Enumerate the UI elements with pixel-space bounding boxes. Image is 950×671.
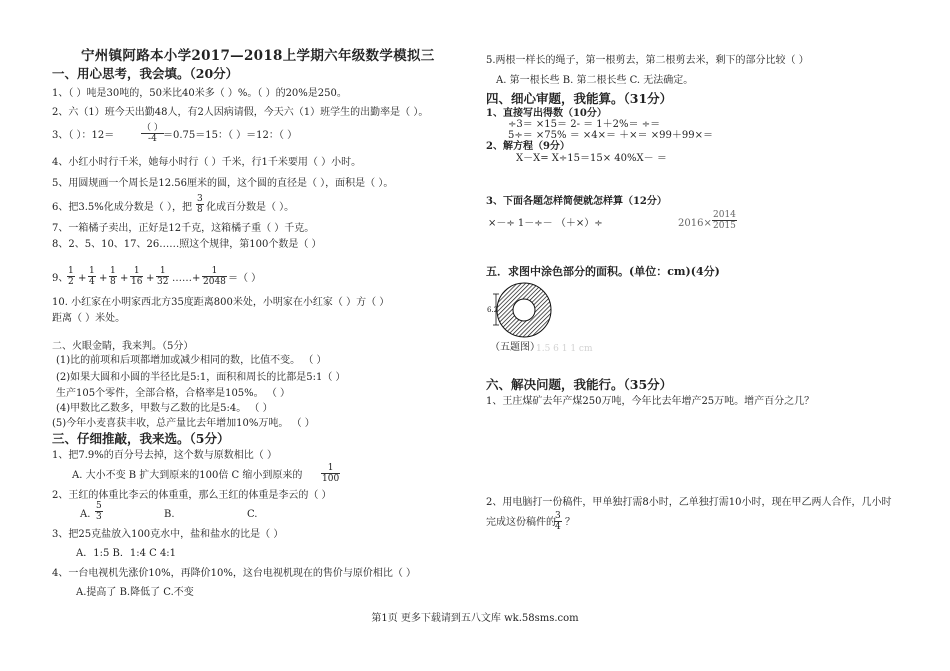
question-4: 4、小红小时行千米，她每小时行（ ）千米，行1千米要用（ ）小时。 (52, 157, 362, 168)
question-3-end: ＝0.75＝15：（ ）＝12：（ ） (163, 130, 298, 141)
figure-dimension-label: 6.2 (487, 306, 499, 314)
q9-operator-3: + (120, 273, 129, 284)
fraction-denominator: 3 (96, 512, 102, 522)
q9-operator-1: + (78, 273, 87, 284)
fraction-numerator: （ ） (142, 123, 163, 133)
choice-1: 1、把7.9%的百分号去掉，这个数与原数相比（ ） (52, 450, 277, 461)
fraction-denominator: 4 (89, 277, 95, 287)
simplify-row: ×－÷ 1－÷－ （＋×）÷ (488, 218, 603, 229)
q9-term-2 (88, 266, 96, 287)
q9-term-4 (130, 266, 143, 287)
judge-1: (1)比的前项和后项都增加或减少相同的数，比值不变。 （ ） (56, 355, 327, 366)
choice-2-option-a: A. (80, 509, 91, 520)
fraction-numerator: 1 (68, 266, 74, 276)
fraction-numerator: 3 (555, 511, 561, 521)
fraction-denominator: 2 (68, 277, 74, 287)
figure-faint-text: 1.5 6 1 1 cm (536, 344, 593, 354)
fraction-numerator: 2014 (713, 210, 736, 220)
question-6-end: 化成百分数是（ ）。 (206, 202, 295, 213)
page-footer: 第1页 更多下载请到五八文库 wk.58sms.com (371, 613, 579, 624)
fraction-numerator: 1 (211, 266, 218, 276)
section-4-part-3: 3、下面各题怎样简便就怎样算（12分） (486, 196, 667, 207)
q9-term-3 (109, 266, 117, 287)
q9-operator-4: + (146, 273, 155, 284)
problem-2-line-2: 完成这份稿件的 (486, 517, 556, 528)
choice-3: 3、把25克盐放入100克水中，盐和盐水的比是（ ） (52, 529, 284, 540)
problem-2-fraction (554, 511, 562, 532)
question-10-line-1: 10. 小红家在小明家西北方35度距离800米处，小明家在小红家（ ）方（ ） (52, 297, 390, 308)
fraction-numerator: 1 (133, 266, 140, 276)
problem-2-line-1: 2、用电脑打一份稿件，甲单独打需8小时，乙单独打需10小时，现在甲乙两人合作，几小时 (486, 497, 892, 508)
equations-row: X－X= X÷15＝15× 40%X－ ＝ (516, 153, 667, 164)
question-3-fraction (141, 123, 164, 144)
fraction-denominator: 100 (322, 474, 340, 484)
q9-answer-blank: ＝（ ） (228, 273, 262, 284)
question-6-fraction (196, 194, 204, 215)
exam-title: 宁州镇阿路本小学2017—2018上学期六年级数学模拟三 (81, 48, 435, 64)
simplify-last-fraction (712, 210, 737, 231)
choice-4: 4、一台电视机先涨价10%，再降价10%，这台电视机现在的售价与原价相比（ ） (52, 568, 416, 579)
fraction-denominator: -4 (148, 134, 157, 144)
section-4-part-2: 2、解方程（9分） (486, 141, 570, 152)
q9-term-1 (67, 266, 75, 287)
choice-2-option-c: C. (247, 509, 258, 520)
section-6-heading: 六、解决问题，我能行。（35分） (486, 377, 673, 392)
q9-operator-5: ……+ (172, 273, 201, 284)
fraction-numerator: 1 (89, 266, 95, 276)
fraction-denominator: 16 (131, 277, 143, 287)
fraction-numerator: 5 (96, 501, 102, 511)
fraction-denominator: 8 (110, 277, 116, 287)
problem-1: 1、王庄煤矿去年产煤250万吨，今年比去年增产25万吨。增产百分之几？ (486, 396, 815, 407)
figure-caption: （五题图） (490, 342, 540, 353)
question-5: 5、用圆规画一个周长是12.56厘米的圆，这个圆的直径是（ ），面积是（ ）。 (52, 178, 394, 189)
question-1: 1、（ ）吨是30吨的，50米比40米多（ ）%。（ ）的20%是250。 (52, 88, 347, 99)
choice-5: 5.两根一样长的绳子，第一根剪去，第二根剪去米，剩下的部分比较（ ） (486, 55, 809, 66)
fraction-denominator: 2048 (203, 277, 226, 287)
question-9-number: 9、 (52, 273, 69, 284)
section-1-heading: 一、用心思考，我会填。（20分） (52, 66, 239, 81)
choice-5-options: A. 第一根长些 B. 第二根长些 C. 无法确定。 (496, 75, 694, 86)
q9-term-5 (156, 266, 169, 287)
choice-4-options: A.提高了 B.降低了 C.不变 (76, 587, 194, 598)
problem-2-end: ？ (565, 517, 575, 528)
section-4-heading: 四、细心审题，我能算。（31分） (486, 91, 673, 106)
judge-3: 生产105个零件，全部合格，合格率是105%。 （ ） (56, 388, 291, 399)
question-8: 8、2、5、10、17、26……照这个规律，第100个数是（ ） (52, 239, 322, 250)
mental-calc-row-2: 5÷＝ ×75% ＝ ×4×＝ ＋×＝ ×99＋99×＝ (508, 130, 713, 141)
question-3-start: 3、（ ）：12＝ (52, 130, 115, 141)
judge-5: (5)今年小麦喜获丰收，总产量比去年增加10%万吨。 （ ） (52, 418, 315, 429)
simplify-last-start: 2016× (678, 218, 712, 229)
fraction-numerator: 1 (327, 463, 334, 473)
choice-1-fraction (321, 463, 340, 484)
judge-2: (2)如果大圆和小圆的半径比是5:1，面积和周长的比都是5:1（ ） (56, 372, 346, 383)
choice-2-option-a-fraction (95, 501, 103, 522)
judge-4: (4)甲数比乙数多，甲数与乙数的比是5:4。 （ ） (56, 403, 273, 414)
mental-calc-row-1: ÷3＝ ×15＝ 2- ＝ 1＋2%＝ ÷＝ (508, 119, 661, 130)
fraction-denominator: 2015 (713, 221, 736, 231)
section-5-heading: 五．求图中涂色部分的面积。(单位：cm)(4分) (486, 265, 720, 278)
fraction-denominator: 4 (555, 522, 561, 532)
fraction-numerator: 1 (110, 266, 116, 276)
question-7: 7、一箱橘子卖出，正好是12千克，这箱橘子重（ ）千克。 (52, 223, 315, 234)
question-6-start: 6、把3.5%化成分数是（ ），把 (52, 202, 192, 213)
q9-term-6 (202, 266, 227, 287)
inner-circle (513, 299, 535, 321)
choice-3-options: A．1:5 B．1:4 C 4:1 (76, 548, 177, 559)
fraction-numerator: 1 (159, 266, 166, 276)
section-2-heading: 二、火眼金睛，我来判。（5分） (52, 341, 194, 352)
section-3-heading: 三、仔细推敲，我来选。（5分） (52, 431, 230, 446)
fraction-denominator: 8 (197, 205, 203, 215)
fraction-denominator: 32 (157, 277, 169, 287)
question-2: 2、六（1）班今天出勤48人，有2人因病请假，今天六（1）班学生的出勤率是（ ）。 (52, 107, 429, 118)
fraction-numerator: 3 (197, 194, 203, 204)
q9-operator-2: + (99, 273, 108, 284)
section-4-part-1: 1、直接写出得数（10分） (486, 108, 607, 119)
choice-2-option-b: B. (164, 509, 175, 520)
choice-2: 2、王红的体重比李云的体重重，那么王红的体重是李云的（ ） (52, 490, 332, 501)
question-10-line-2: 距离（ ）米处。 (52, 313, 126, 324)
choice-1-options: A. 大小不变 B 扩大到原来的100倍 C 缩小到原来的 (72, 470, 303, 481)
